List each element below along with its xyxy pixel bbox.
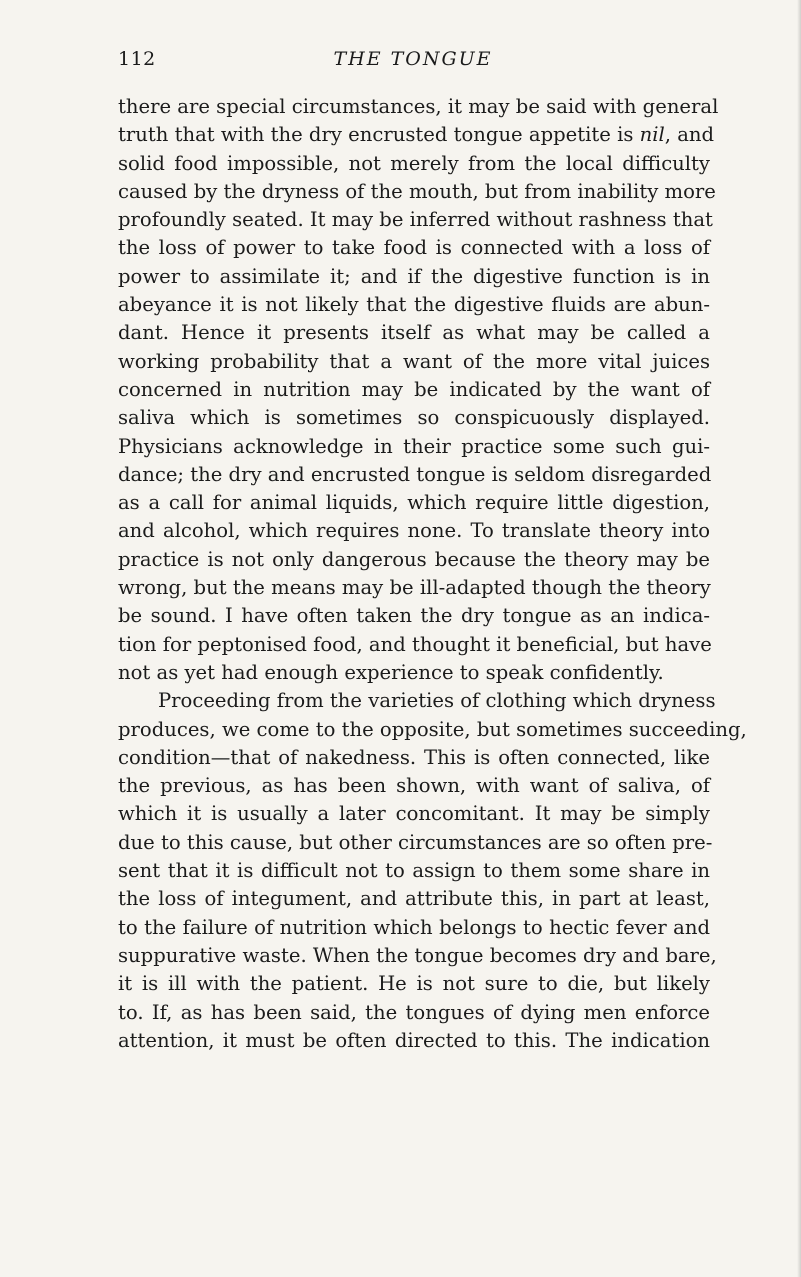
text-line: attention, it must be often directed to this. The indication — [118, 1028, 710, 1052]
text-line: caused by the dryness of the mouth, but from inability more — [118, 179, 716, 203]
text-line: produces, we come to the opposite, but sometimes succeeding, — [118, 717, 747, 741]
text-line: dant. Hence it presents itself as what may be called a — [118, 321, 710, 345]
page-header — [118, 48, 708, 78]
paragraph-2 — [118, 687, 747, 1055]
text-line: power to assimilate it; and if the digestive function is in — [118, 264, 710, 288]
text-line: dance; the dry and encrusted tongue is seldom disregarded — [118, 462, 712, 486]
text-line: there are special circumstances, it may be said with general — [118, 95, 719, 118]
page-edge-shadow — [797, 0, 801, 1277]
body-text — [118, 93, 747, 1055]
running-head: THE TONGUE — [333, 48, 493, 70]
text-line: truth that with the dry encrusted tongue appetite is nil, and — [118, 123, 715, 147]
text-line: the loss of integument, and attribute this, in part at least, — [118, 887, 710, 911]
text-line: to the failure of nutrition which belongs to hectic fever and — [118, 915, 710, 939]
text-line: Proceeding from the varieties of clothing which dryness — [158, 689, 716, 713]
text-line: condition—that of nakedness. This is often connected, like — [118, 745, 710, 769]
text-line: the previous, as has been shown, with want of saliva, of — [118, 774, 710, 798]
text-line: the loss of power to take food is connected with a loss of — [118, 236, 710, 260]
text-line: saliva which is sometimes so conspicuously displayed. — [118, 406, 710, 430]
text-line: concerned in nutrition may be indicated by the want of — [118, 377, 710, 401]
text-line: abeyance it is not likely that the digestive fluids are abun- — [118, 293, 710, 317]
text-line: to. If, as has been said, the tongues of dying men enforce — [118, 1000, 710, 1024]
text-line: suppurative waste. When the tongue becomes dry and bare, — [118, 943, 717, 967]
text-line: wrong, but the means may be ill-adapted though the theory — [118, 576, 711, 600]
text-line: which it is usually a later concomitant. It may be simply — [118, 802, 710, 826]
text-line: and alcohol, which requires none. To translate theory into — [118, 519, 710, 543]
text-line: profoundly seated. It may be inferred without rashness that — [118, 208, 713, 232]
text-line: sent that it is difficult not to assign to them some share in — [118, 859, 710, 883]
text-line: solid food impossible, not merely from the local difficulty — [118, 151, 710, 175]
text-line: tion for peptonised food, and thought it beneficial, but have — [118, 632, 712, 656]
text-line: not as yet had enough experience to speak confidently. — [118, 660, 664, 684]
text-line: as a call for animal liquids, which require little digestion, — [118, 491, 710, 515]
text-line: be sound. I have often taken the dry tongue as an indica- — [118, 604, 710, 628]
paragraph-1 — [118, 93, 719, 687]
text-line: Physicians acknowledge in their practice some such gui- — [118, 434, 710, 458]
page-number: 112 — [118, 48, 156, 70]
text-line: due to this cause, but other circumstances are so often pre- — [118, 830, 713, 854]
text-line: it is ill with the patient. He is not sure to die, but likely — [118, 972, 710, 996]
text-line: practice is not only dangerous because the theory may be — [118, 547, 710, 571]
text-line: working probability that a want of the more vital juices — [118, 349, 710, 373]
